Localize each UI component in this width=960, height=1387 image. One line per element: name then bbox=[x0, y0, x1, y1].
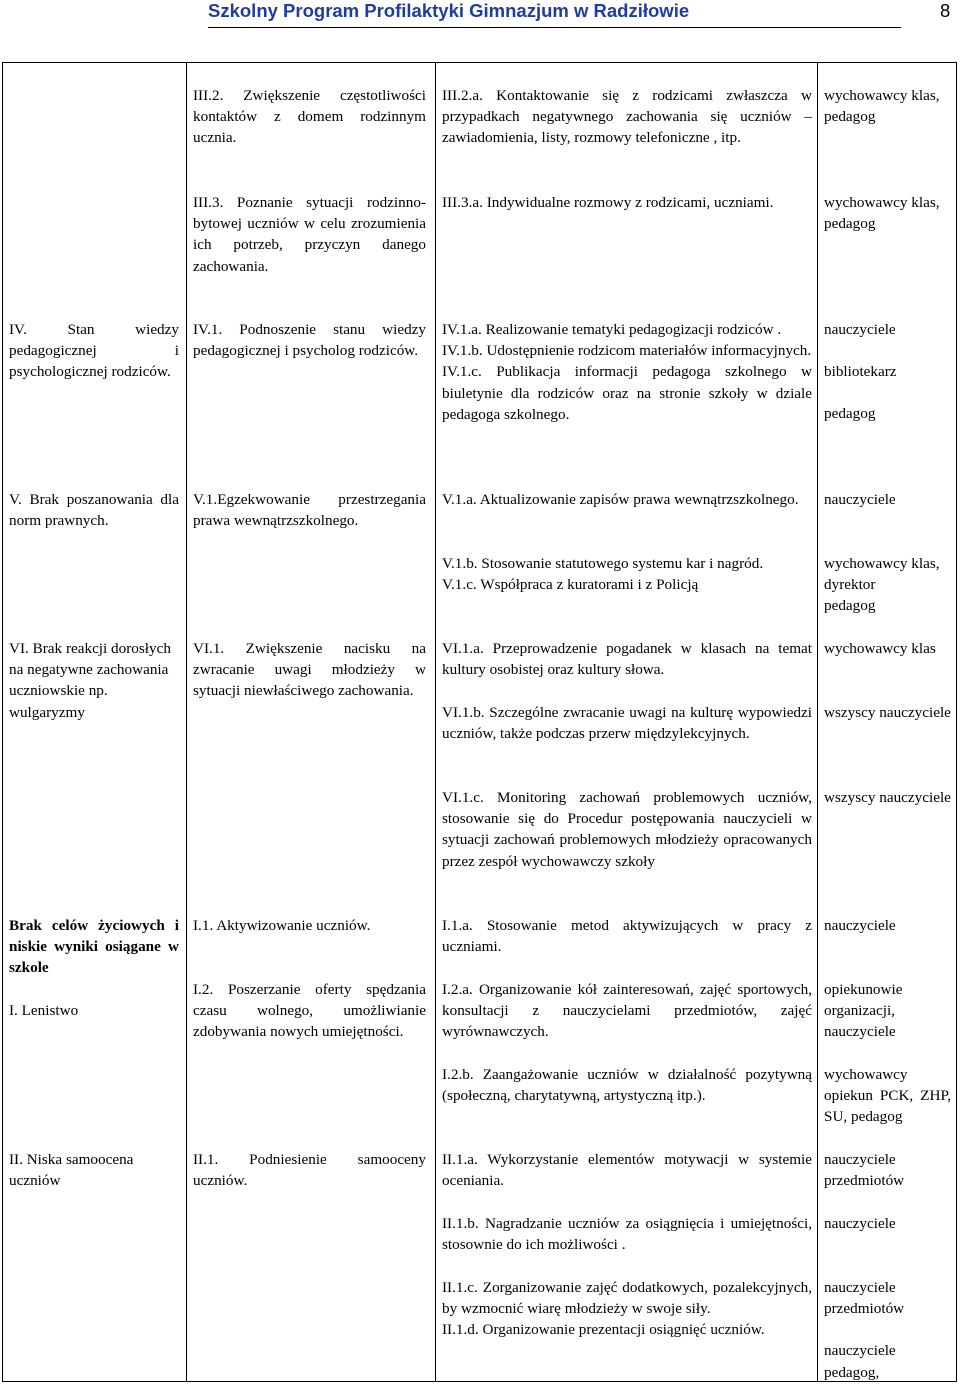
action-text: II.1.a. Wykorzystanie elementów motywacji w systemie oceniania. bbox=[442, 1151, 812, 1190]
responsible-text: nauczyciele bbox=[824, 491, 896, 508]
responsible-cell bbox=[824, 489, 951, 510]
action-text: V.1.c. Współpraca z kuratorami i z Policją bbox=[442, 576, 699, 594]
action-text: V.1.b. Stosowanie statutowego systemu kar i nagród. bbox=[442, 555, 764, 572]
action-text: III.2.a. Kontaktowanie się z rodzicami zwłaszcza w przypadkach negatywnego zachowania się uczniów – zawiadomienia, listy, rozmowy telefoniczne , itp. bbox=[442, 87, 812, 147]
responsible-cell bbox=[824, 1149, 951, 1191]
action-text: VI.1.a. Przeprowadzenie pogadanek w klasach na temat kultury osobistej oraz kultury słowa. bbox=[442, 640, 812, 679]
responsible-text: opiekunowie organizacji, nauczyciele bbox=[824, 981, 903, 1041]
action-text: IV.1.b. Udostępnienie rodzicom materiałów informacyjnych. bbox=[442, 342, 812, 360]
responsible-cell bbox=[824, 1277, 951, 1383]
task-cell bbox=[193, 1149, 426, 1191]
action-text: II.1.c. Zorganizowanie zajęć dodatkowych, pozalekcyjnych, by wzmocnić wiarę młodzieży w swoje siły. bbox=[442, 1279, 812, 1318]
action-text: IV.1.c. Publikacja informacji pedagoga szkolnego w biuletynie dla rodziców oraz na stronie szkoły w dziale pedagoga szkolnego. bbox=[442, 363, 812, 423]
responsible-cell bbox=[824, 553, 951, 617]
task-text: II.1. Podniesienie samooceny uczniów. bbox=[193, 1151, 426, 1190]
responsible-cell bbox=[824, 1213, 951, 1234]
action-cell bbox=[442, 702, 812, 744]
responsible-text: wszyscy nauczyciele bbox=[824, 704, 951, 721]
page-header bbox=[0, 0, 960, 36]
problem-cell bbox=[9, 489, 179, 531]
task-text: III.3. Poznanie sytuacji rodzinno-bytowej uczniów w celu zrozumienia ich potrzeb, przyczyn danego zachowania. bbox=[193, 194, 426, 275]
action-cell bbox=[442, 787, 812, 872]
responsible-text: nauczyciele bbox=[824, 1215, 896, 1232]
action-text: II.1.d. Organizowanie prezentacji osiągnięć uczniów. bbox=[442, 1321, 765, 1339]
action-text: I.2.b. Zaangażowanie uczniów w działalność pozytywną (społeczną, charytatywną, artystyczną itp.). bbox=[442, 1066, 812, 1105]
problem-cell bbox=[9, 915, 179, 979]
problem-text: I. Lenistwo bbox=[9, 1002, 79, 1019]
action-cell bbox=[442, 638, 812, 680]
responsible-cell bbox=[824, 787, 951, 808]
action-cell bbox=[442, 85, 812, 149]
responsible-text: nauczyciele przedmiotów bbox=[824, 1279, 905, 1318]
responsible-cell bbox=[824, 915, 951, 936]
action-text: VI.1.c. Monitoring zachowań problemowych uczniów, stosowanie się do Procedur postępowania nauczycieli w sytuacji zachowań problemowych młodzieży opracowanych przez zespół wychowawczy szkoły bbox=[442, 789, 812, 870]
task-text: I.2. Poszerzanie oferty spędzania czasu wolnego, umożliwianie zdobywania nowych umiejętności. bbox=[193, 981, 426, 1041]
action-text: III.3.a. Indywidualne rozmowy z rodzicami, uczniami. bbox=[442, 194, 774, 211]
problem-text: II. Niska samoocena uczniów bbox=[9, 1151, 134, 1190]
action-cell bbox=[442, 192, 812, 213]
task-text: I.1. Aktywizowanie uczniów. bbox=[193, 917, 371, 934]
responsible-text: wychowawcy opiekun PCK, ZHP, SU, pedagog bbox=[824, 1066, 951, 1126]
document-title: Szkolny Program Profilaktyki Gimnazjum w Radziłowie bbox=[208, 0, 690, 21]
action-cell bbox=[442, 1064, 812, 1106]
action-cell bbox=[442, 319, 812, 425]
responsible-text: wychowawcy klas, pedagog bbox=[824, 87, 940, 126]
responsible-cell bbox=[824, 85, 951, 127]
responsible-text: pedagog bbox=[824, 597, 876, 615]
column-divider bbox=[435, 63, 436, 1381]
action-cell bbox=[442, 1149, 812, 1191]
task-text: VI.1. Zwiększenie nacisku na zwracanie uwagi młodzieży w sytuacji niewłaściwego zachowania. bbox=[193, 640, 426, 700]
responsible-cell bbox=[824, 192, 951, 234]
action-cell bbox=[442, 553, 812, 595]
responsible-text: wszyscy nauczyciele bbox=[824, 789, 951, 806]
action-cell bbox=[442, 979, 812, 1043]
problem-cell bbox=[9, 319, 179, 383]
action-cell bbox=[442, 1277, 812, 1341]
action-text: IV.1.a. Realizowanie tematyki pedagogizacji rodziców . bbox=[442, 321, 782, 338]
problem-heading: Brak celów życiowych i niskie wyniki osiągane w szkole bbox=[9, 917, 179, 977]
task-text: V.1.Egzekwowanie przestrzegania prawa wewnątrzszkolnego. bbox=[193, 491, 426, 530]
action-text: II.1.b. Nagradzanie uczniów za osiągnięcia i umiejętności, stosownie do ich możliwości . bbox=[442, 1215, 812, 1254]
task-cell bbox=[193, 489, 426, 531]
responsible-cell bbox=[824, 702, 951, 723]
column-divider bbox=[817, 63, 818, 1381]
task-cell bbox=[193, 192, 426, 277]
responsible-text: pedagog bbox=[824, 405, 876, 423]
action-text: I.1.a. Stosowanie metod aktywizujących w pracy z uczniami. bbox=[442, 917, 812, 956]
action-cell bbox=[442, 915, 812, 957]
responsible-text: wychowawcy klas, pedagog bbox=[824, 194, 940, 233]
header-rule bbox=[208, 27, 901, 28]
column-divider bbox=[186, 63, 187, 1381]
task-text: IV.1. Podnoszenie stanu wiedzy pedagogicznej i psycholog rodziców. bbox=[193, 321, 426, 360]
action-text: VI.1.b. Szczególne zwracanie uwagi na kulturę wypowiedzi uczniów, także podczas przerw międzylekcyjnych. bbox=[442, 704, 812, 743]
task-cell bbox=[193, 319, 426, 361]
responsible-text: bibliotekarz bbox=[824, 363, 897, 381]
responsible-text: wychowawcy klas, dyrektor bbox=[824, 555, 940, 594]
responsible-text: nauczyciele bbox=[824, 917, 896, 934]
action-text: I.2.a. Organizowanie kół zainteresowań, zajęć sportowych, konsultacji z nauczycielami przedmiotów, zajęć wyrównawczych. bbox=[442, 981, 812, 1041]
responsible-cell bbox=[824, 638, 951, 659]
problem-cell bbox=[9, 638, 179, 723]
page-number: 8 bbox=[940, 0, 951, 21]
responsible-text: nauczyciele przedmiotów bbox=[824, 1151, 905, 1190]
responsible-text: nauczyciele bbox=[824, 321, 896, 338]
responsible-cell bbox=[824, 979, 951, 1043]
problem-text: V. Brak poszanowania dla norm prawnych. bbox=[9, 491, 179, 530]
problem-text: IV. Stan wiedzy pedagogicznej i psychologicznej rodziców. bbox=[9, 321, 179, 381]
task-text: III.2. Zwiększenie częstotliwości kontaktów z domem rodzinnym ucznia. bbox=[193, 87, 426, 147]
problem-cell bbox=[9, 1149, 179, 1191]
task-cell bbox=[193, 915, 426, 936]
task-cell bbox=[193, 638, 426, 702]
responsible-text: nauczyciele pedagog, bbox=[824, 1342, 896, 1381]
problem-cell bbox=[9, 1000, 179, 1021]
task-cell bbox=[193, 979, 426, 1043]
action-text: V.1.a. Aktualizowanie zapisów prawa wewnątrzszkolnego. bbox=[442, 491, 799, 508]
responsible-text: wychowawcy klas bbox=[824, 640, 936, 657]
action-cell bbox=[442, 1213, 812, 1255]
problem-text: VI. Brak reakcji dorosłych na negatywne zachowania uczniowskie np. wulgaryzmy bbox=[9, 640, 171, 721]
action-cell bbox=[442, 489, 812, 510]
program-table bbox=[2, 62, 957, 1382]
responsible-cell bbox=[824, 1064, 951, 1128]
responsible-cell bbox=[824, 319, 951, 425]
task-cell bbox=[193, 85, 426, 149]
